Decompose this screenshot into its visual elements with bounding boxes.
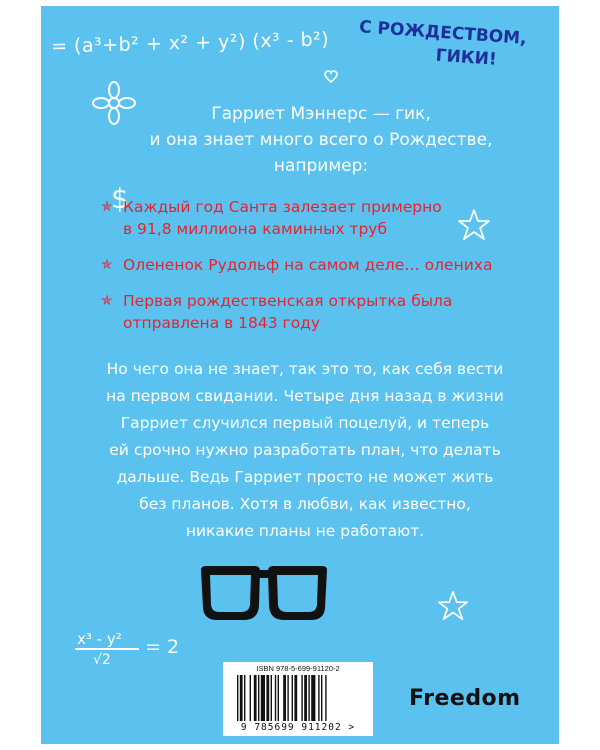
book-back-cover (41, 6, 559, 744)
fact-item (101, 196, 521, 240)
facts-list (101, 196, 521, 348)
fraction-bar (75, 648, 139, 650)
fact-line: Каждый год Санта залезает примерно (123, 198, 442, 216)
star-bullet-icon: ✯ (101, 257, 113, 273)
star-bullet-icon: ✯ (101, 199, 113, 215)
fact-line: отправлена в 1843 году (123, 314, 321, 332)
heart-doodle-icon (323, 68, 339, 84)
star-bullet-icon: ✯ (101, 293, 113, 309)
greeting-line-2: ГИКИ! (435, 45, 498, 70)
description-line: никакие планы не работают. (185, 522, 425, 540)
glasses-icon (197, 564, 331, 626)
equation-doodle-result: = 2 (145, 636, 180, 658)
intro-paragraph (121, 101, 521, 179)
intro-line: и она знает много всего о Рождестве, (149, 130, 493, 150)
isbn-digits: 9 785699 911202 > (240, 722, 356, 733)
description-line: Но чего она не знает, так это то, как себя вести (106, 360, 504, 378)
greeting-heading (346, 15, 539, 74)
fact-line: в 91,8 миллиона каминных труб (123, 220, 388, 238)
greeting-line-1: С РОЖДЕСТВОМ, (358, 17, 528, 49)
fact-item (101, 290, 521, 334)
barcode-icon (235, 675, 361, 721)
fact-item (101, 254, 521, 276)
description-line: дальше. Ведь Гарриет просто не может жить (116, 468, 494, 486)
isbn-label: ISBN 978-5-699-91120-2 (256, 664, 340, 673)
description-paragraph (105, 356, 505, 545)
description-line: на первом свидании. Четыре дня назад в жизни (106, 387, 504, 405)
intro-line: Гарриет Мэннерс — гик, (211, 104, 431, 124)
dollar-doodle-icon: $ (111, 182, 129, 215)
fact-line: Олененок Рудольф на самом деле… олениха (123, 256, 493, 274)
description-line: без планов. Хотя в любви, как известно, (139, 495, 471, 513)
fact-line: Первая рождественская открытка была (123, 292, 453, 310)
intro-line: например: (273, 156, 369, 176)
description-line: ей срочно нужно разработать план, что делать (109, 441, 501, 459)
publisher-logo: Freedom (409, 686, 521, 711)
equation-doodle-numerator: x³ - y² (77, 630, 122, 648)
isbn-barcode-block (223, 662, 373, 736)
equation-doodle-top: = (a³+b² + x² + y²) (x³ - b²) (50, 28, 330, 58)
star-doodle-icon (437, 590, 469, 622)
description-line: Гарриет случился первый поцелуй, и теперь (120, 414, 490, 432)
equation-doodle-denominator: √2 (93, 652, 111, 668)
